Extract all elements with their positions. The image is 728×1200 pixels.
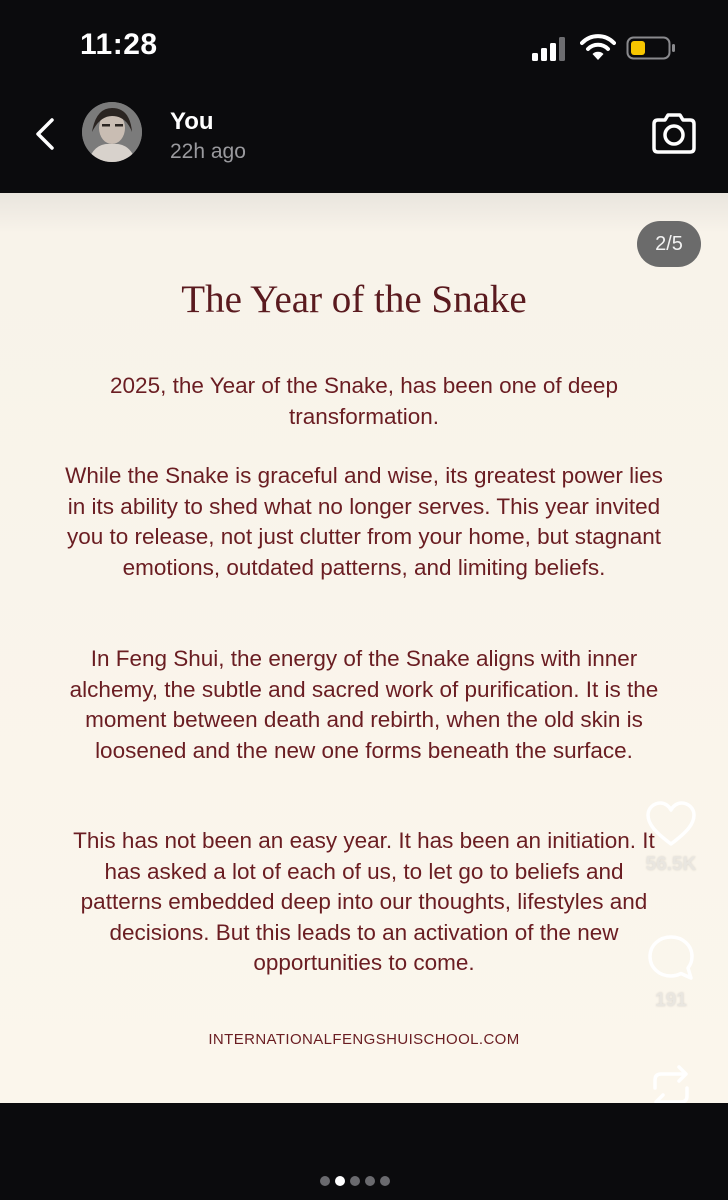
avatar-photo — [82, 102, 142, 162]
paragraph-snake-power: While the Snake is graceful and wise, its greatest power lies in its ability to shed what no longer serves. This year invited you to release, not just clutter from your home, but stagnant emotions, outdated patterns, and limiting beliefs. — [65, 463, 663, 580]
bottom-bar — [0, 1103, 728, 1200]
back-chevron-icon[interactable] — [26, 114, 66, 154]
pagination-dots — [320, 1173, 395, 1185]
post-timestamp: 22h ago — [170, 140, 246, 163]
pagination-dot-1[interactable] — [320, 1176, 330, 1186]
wifi-icon — [580, 32, 616, 62]
pagination-dot-2[interactable] — [335, 1176, 345, 1186]
user-name[interactable]: You — [170, 108, 214, 135]
like-count: 56.5K — [645, 854, 697, 875]
pagination-dot-4[interactable] — [365, 1176, 375, 1186]
story-slide[interactable] — [0, 193, 728, 1103]
status-time: 11:28 — [80, 28, 158, 61]
paragraph-intro: 2025, the Year of the Snake, has been one of deep transformation. — [110, 373, 618, 429]
comment-count: 191 — [655, 990, 687, 1011]
pagination-dot-5[interactable] — [380, 1176, 390, 1186]
slide-title: The Year of the Snake — [181, 278, 527, 321]
paragraph-feng-shui: In Feng Shui, the energy of the Snake aligns with inner alchemy, the subtle and sacred work of purification. It is the moment between death and rebirth, when the old skin is loosened and the new one forms beneath the surface. — [69, 646, 659, 763]
battery-icon — [626, 36, 676, 60]
heart-icon — [645, 800, 697, 848]
source-url: INTERNATIONALFENGSHUISCHOOL.COM — [208, 1031, 520, 1048]
status-bar — [0, 0, 728, 96]
pagination-dot-3[interactable] — [350, 1176, 360, 1186]
story-header — [0, 96, 728, 193]
page-indicator: 2/5 — [637, 221, 701, 267]
paragraph-initiation: This has not been an easy year. It has been an initiation. It has asked a lot of each of us, to let go to beliefs and patterns embedded deep into our thoughts, lifestyles and decisions. But this leads to an activation of the new opportunities to come. — [73, 828, 655, 975]
cellular-signal-icon — [530, 36, 570, 62]
comment-button[interactable] — [626, 932, 716, 1012]
comment-bubble-icon — [645, 932, 697, 984]
camera-icon[interactable] — [648, 108, 700, 160]
avatar[interactable] — [82, 102, 142, 162]
like-button[interactable] — [626, 800, 716, 876]
